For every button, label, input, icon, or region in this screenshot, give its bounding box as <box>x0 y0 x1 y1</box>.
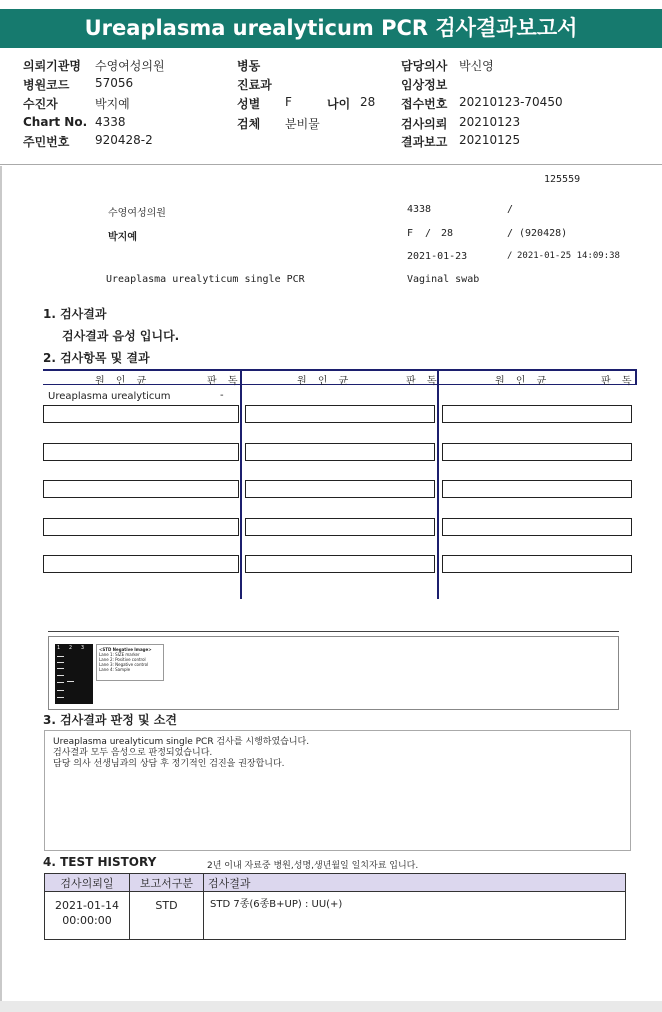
sex-label: 성별 <box>237 97 261 111</box>
history-row-type: STD <box>130 892 204 940</box>
institution-value: 수영여성의원 <box>95 59 165 73</box>
age-label: 나이 <box>327 97 351 111</box>
paper-clinic: 수영여성의원 <box>108 208 166 219</box>
request-label: 검사의뢰 <box>401 117 448 131</box>
paper-id-number: 125559 <box>544 174 581 185</box>
patient-value: 박지예 <box>95 97 130 111</box>
col2-pathogen-header: 원 인 균 <box>297 376 353 387</box>
clinical-label: 임상정보 <box>401 78 448 92</box>
paper-chart: 4338 <box>407 204 432 215</box>
rrn-value: 920428-2 <box>95 133 153 147</box>
report-title: Ureaplasma urealyticum PCR 검사결과보고서 <box>0 9 662 48</box>
history-header-result: 검사결과 <box>204 874 626 892</box>
sex-value: F <box>285 95 292 109</box>
paper-birth: (920428) <box>519 228 568 239</box>
paper-slash-date: / <box>507 251 513 261</box>
gel-legend-lane2: Lane 2: Positive control <box>99 657 146 662</box>
ward-label: 병동 <box>237 59 261 73</box>
paper-slash-birth: / <box>507 228 514 239</box>
gel-lane-numbers: 1 2 3 4 <box>57 645 100 651</box>
paper-slash-sex: / <box>425 228 432 239</box>
col3-result-header: 판 독 <box>601 376 636 387</box>
col1-result-header: 판 독 <box>207 376 242 387</box>
chart-label: Chart No. <box>23 115 88 129</box>
history-header-type: 보고서구분 <box>130 874 204 892</box>
item-result: - <box>220 390 224 401</box>
section1-text: 검사결과 음성 입니다. <box>62 329 180 343</box>
history-table <box>44 873 626 940</box>
paper-slash: / <box>507 204 514 215</box>
header-divider <box>0 164 662 165</box>
opinion-box <box>44 730 631 851</box>
dept-label: 진료과 <box>237 78 272 92</box>
gel-legend-title: <STD Negative Image> <box>99 647 152 652</box>
specimen-value: 분비물 <box>285 117 320 131</box>
age-value: 28 <box>360 95 376 109</box>
section4-title: 4. TEST HISTORY <box>43 855 157 869</box>
chart-value: 4338 <box>95 115 126 129</box>
doctor-label: 담당의사 <box>401 59 448 73</box>
hospital-code-label: 병원코드 <box>23 78 70 92</box>
opinion-line3: 담당 의사 선생님과의 상담 후 정기적인 검진을 권장합니다. <box>53 759 285 769</box>
col3-pathogen-header: 원 인 균 <box>495 376 551 387</box>
receipt-value: 20210123-70450 <box>459 95 563 109</box>
report-value: 20210125 <box>459 133 521 147</box>
opinion-line2: 검사결과 모두 음성으로 판정되었습니다. <box>53 748 213 758</box>
section2-title: 2. 검사항목 및 결과 <box>43 351 150 365</box>
history-row-result: STD 7종(6종B+UP) : UU(+) <box>204 892 626 940</box>
specimen-label: 검체 <box>237 117 261 131</box>
section3-title: 3. 검사결과 판정 및 소견 <box>43 713 177 727</box>
institution-label: 의뢰기관명 <box>23 59 81 73</box>
doctor-value: 박신영 <box>459 59 494 73</box>
patient-label: 수진자 <box>23 97 58 111</box>
col1-pathogen-header: 원 인 균 <box>95 376 151 387</box>
col2-result-header: 판 독 <box>406 376 441 387</box>
paper-datetime: 2021-01-25 14:09:38 <box>517 251 620 261</box>
gel-legend <box>96 644 164 681</box>
request-value: 20210123 <box>459 115 521 129</box>
receipt-label: 접수번호 <box>401 97 448 111</box>
item-name: Ureaplasma urealyticum <box>48 391 171 402</box>
paper-sex: F <box>407 228 414 239</box>
history-row-time: 00:00:00 <box>62 914 112 927</box>
gel-electrophoresis-image <box>55 644 100 704</box>
opinion-line1: Ureaplasma urealyticum single PCR 검사를 시행하였습니다. <box>53 737 310 747</box>
rrn-label: 주민번호 <box>23 135 70 149</box>
paper-patient: 박지예 <box>108 232 137 243</box>
table-row <box>45 892 626 940</box>
paper-test-name: Ureaplasma urealyticum single PCR <box>106 274 305 285</box>
paper-age: 28 <box>441 228 454 239</box>
history-header-date: 검사의뢰일 <box>45 874 130 892</box>
image-divider <box>48 631 619 632</box>
paper-date: 2021-01-23 <box>407 251 468 262</box>
history-note: 2년 이내 자료중 병원,성명,생년월일 일치자료 입니다. <box>207 861 419 871</box>
gel-legend-lane1: Lane 1: SIZE marker <box>99 652 140 657</box>
report-label: 결과보고 <box>401 135 448 149</box>
gel-legend-lane4: Lane 4: Sample <box>99 667 131 672</box>
paper-specimen: Vaginal swab <box>407 274 480 285</box>
gel-legend-lane3: Lane 3: Negative control <box>99 662 149 667</box>
hospital-code-value: 57056 <box>95 76 134 90</box>
section1-title: 1. 검사결과 <box>43 307 107 321</box>
history-row-date: 2021-01-14 <box>55 899 119 912</box>
report-header <box>0 0 662 166</box>
